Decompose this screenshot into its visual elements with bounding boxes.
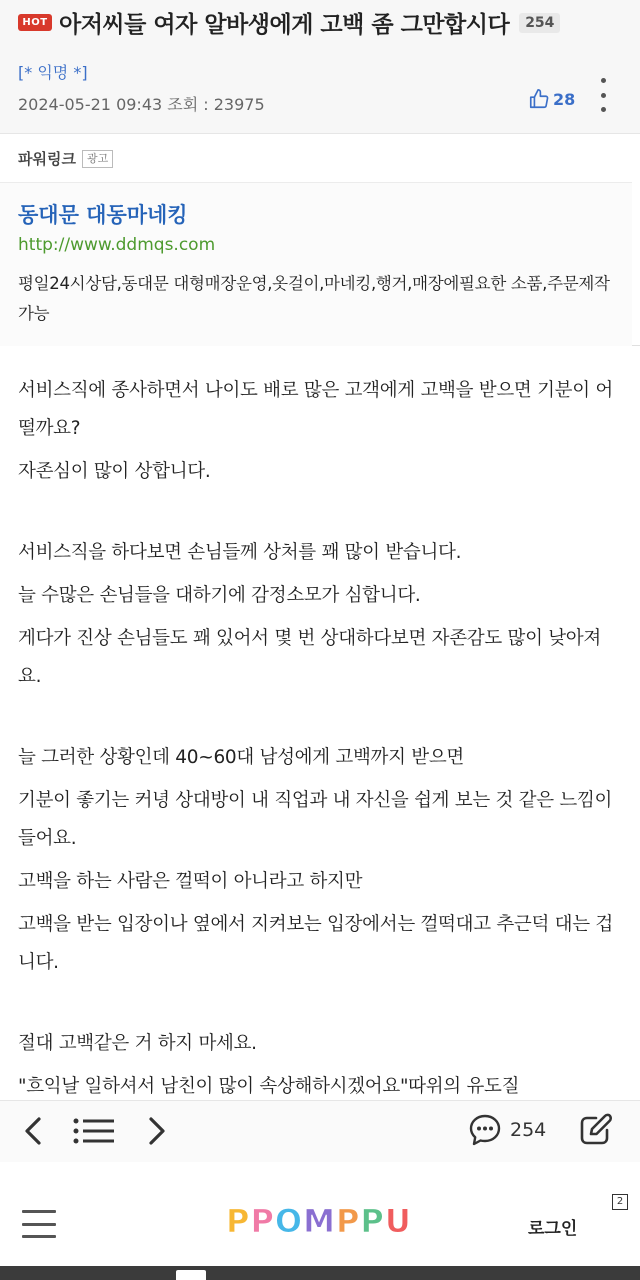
more-vertical-icon[interactable] bbox=[596, 78, 610, 112]
chevron-right-icon[interactable] bbox=[146, 1115, 168, 1151]
hamburger-menu-icon[interactable] bbox=[22, 1210, 56, 1238]
site-footer bbox=[0, 1166, 640, 1266]
logo-letter: P bbox=[335, 1202, 361, 1240]
content-paragraph: 절대 고백같은 거 하지 마세요. bbox=[18, 1033, 257, 1054]
site-logo[interactable] bbox=[226, 1202, 412, 1240]
ad-section bbox=[0, 136, 640, 346]
content-paragraph: "흐익날 일하셔서 남친이 많이 속상해하시겠어요"따위의 유도질 bbox=[18, 1076, 520, 1097]
post-title: 아저씨들 여자 알바생에게 고백 좀 그만합시다 bbox=[59, 12, 510, 38]
content-paragraph: 기분이 좋기는 커녕 상대방이 내 직업과 내 자신을 쉽게 보는 것 같은 느낌이 들어요. bbox=[18, 790, 613, 849]
chevron-left-icon[interactable] bbox=[22, 1115, 44, 1151]
post-header bbox=[0, 0, 640, 134]
system-navigation-bar bbox=[0, 1266, 640, 1280]
ad-title[interactable]: 동대문 대동마네킹 bbox=[18, 203, 188, 227]
content-paragraph: 고백을 받는 입장이나 옆에서 지켜보는 입장에서는 껄떡대고 추근덕 대는 겁니다. bbox=[18, 914, 613, 973]
content-paragraph: 서비스직에 종사하면서 나이도 배로 많은 고객에게 고백을 받으면 기분이 어떨까요? bbox=[18, 380, 613, 439]
post-meta: 2024-05-21 09:43 조회 : 23975 bbox=[18, 95, 265, 114]
thumbs-up-icon bbox=[528, 88, 550, 110]
title-row bbox=[18, 6, 630, 39]
author-name[interactable]: [* 익명 *] bbox=[18, 63, 88, 82]
ad-description: 평일24시상담,동대문 대형매장운영,옷걸이,마네킹,행거,매장에필요한 소품,주문제작가능 bbox=[18, 274, 610, 323]
ad-box[interactable] bbox=[0, 182, 632, 346]
content-paragraph: 서비스직을 하다보면 손님들께 상처를 꽤 많이 받습니다. bbox=[18, 542, 462, 563]
like-count: 28 bbox=[553, 89, 576, 109]
content-paragraph: 늘 수많은 손님들을 대하기에 감정소모가 심합니다. bbox=[18, 585, 421, 606]
content-paragraph: 게다가 진상 손님들도 꽤 있어서 몇 번 상대하다보면 자존감도 많이 낮아져요. bbox=[18, 628, 601, 687]
write-icon[interactable] bbox=[576, 1111, 614, 1153]
hot-badge: HOT bbox=[18, 14, 52, 31]
comment-icon bbox=[468, 1113, 502, 1147]
ad-header bbox=[18, 148, 113, 169]
content-paragraph: 자존심이 많이 상합니다. bbox=[18, 461, 211, 482]
logo-letter: P bbox=[360, 1202, 385, 1240]
login-link[interactable]: 로그인 bbox=[528, 1219, 578, 1239]
logo-letter: P bbox=[226, 1202, 251, 1240]
list-icon[interactable] bbox=[72, 1115, 116, 1151]
ad-label: 파워링크 bbox=[18, 150, 76, 168]
comment-button[interactable] bbox=[468, 1113, 546, 1147]
ad-tag: 광고 bbox=[82, 150, 113, 168]
content-paragraph: 늘 그러한 상황인데 40~60대 남성에게 고백까지 받으면 bbox=[18, 747, 464, 768]
logo-letter: U bbox=[384, 1202, 412, 1240]
tab-count-badge[interactable]: 2 bbox=[612, 1194, 628, 1210]
content-paragraph: 고백을 하는 사람은 껄떡이 아니라고 하지만 bbox=[18, 871, 363, 892]
like-button[interactable] bbox=[528, 88, 575, 110]
logo-letter: O bbox=[274, 1202, 304, 1240]
logo-letter: P bbox=[250, 1202, 275, 1240]
logo-letter: M bbox=[303, 1202, 336, 1240]
title-comment-count[interactable]: 254 bbox=[519, 13, 560, 33]
post-content bbox=[18, 372, 622, 1100]
nav-handle bbox=[176, 1270, 206, 1280]
ad-url[interactable]: http://www.ddmqs.com bbox=[18, 235, 216, 255]
toolbar-comment-count: 254 bbox=[510, 1119, 547, 1141]
bottom-toolbar bbox=[0, 1100, 640, 1162]
